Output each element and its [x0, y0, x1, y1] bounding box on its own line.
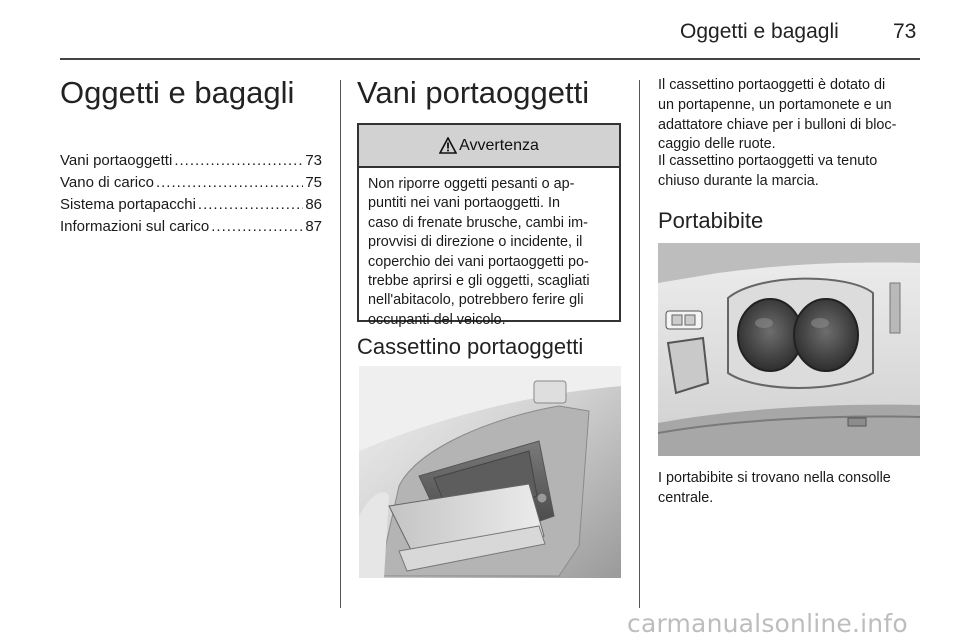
watermark: carmanualsonline.info — [627, 609, 908, 638]
glovebox-features-paragraph — [658, 76, 924, 155]
warning-box — [357, 123, 621, 328]
subsection-title: Portabibite — [658, 208, 764, 233]
cupholder-illustration — [658, 243, 920, 456]
paragraph-line: chiuso durante la marcia. — [658, 172, 819, 189]
warning-triangle-icon — [439, 137, 457, 154]
toc-entry-page: 75 — [305, 174, 322, 191]
toc-entry-label: Informazioni sul carico — [60, 218, 210, 235]
toc-leader-dots — [174, 150, 303, 172]
warning-line: occupanti del veicolo. — [368, 311, 506, 328]
toc-entry-page: 73 — [305, 152, 322, 169]
paragraph-line: caggio delle ruote. — [658, 136, 776, 153]
header-rule — [60, 58, 920, 60]
toc-entry-page: 86 — [305, 196, 322, 213]
page-number: 73 — [893, 20, 917, 43]
glovebox-illustration — [359, 366, 621, 578]
paragraph-line: un portapenne, un portamonete e un — [658, 96, 892, 113]
warning-line: caso di frenate brusche, cambi im- — [368, 214, 588, 231]
toc-leader-dots — [198, 194, 303, 216]
warning-text — [359, 168, 619, 330]
warning-line: provvisi di direzione o incidente, il — [368, 234, 583, 251]
running-header-title: Oggetti e bagagli — [680, 20, 839, 43]
toc-entry[interactable] — [60, 216, 322, 238]
subsection-title: Cassettino portaoggetti — [357, 334, 584, 359]
paragraph-line: I portabibite si trovano nella consolle — [658, 470, 891, 486]
warning-line: nell'abitacolo, potrebbero ferire gli — [368, 292, 584, 309]
paragraph-line: centrale. — [658, 489, 714, 506]
toc-leader-dots — [156, 172, 303, 194]
glovebox-closed-paragraph — [658, 152, 924, 192]
toc-entry[interactable] — [60, 172, 322, 194]
column-divider-1 — [340, 80, 341, 608]
warning-line: puntiti nei vani portaoggetti. In — [368, 195, 561, 212]
warning-line: coperchio dei vani portaoggetti po- — [368, 253, 589, 270]
warning-header — [359, 125, 619, 168]
toc-entry-label: Sistema portapacchi — [60, 196, 196, 213]
toc-entry[interactable] — [60, 150, 322, 172]
paragraph-line: Il cassettino portaoggetti va tenuto — [658, 153, 878, 169]
chapter-title: Oggetti e bagagli — [60, 75, 295, 110]
column-divider-2 — [639, 80, 640, 608]
toc-entry-page: 87 — [305, 218, 322, 235]
toc-entry-label: Vano di carico — [60, 174, 154, 191]
section-title: Vani portaoggetti — [357, 75, 590, 110]
toc-entry[interactable] — [60, 194, 322, 216]
cupholder-paragraph — [658, 469, 924, 509]
toc-leader-dots — [211, 216, 303, 238]
warning-title: Avvertenza — [459, 136, 539, 154]
table-of-contents — [60, 150, 322, 238]
paragraph-line: adattatore chiave per i bulloni di bloc- — [658, 116, 897, 133]
toc-entry-label: Vani portaoggetti — [60, 152, 173, 169]
paragraph-line: Il cassettino portaoggetti è dotato di — [658, 77, 886, 93]
warning-line: trebbe aprirsi e gli oggetti, scagliati — [368, 273, 590, 290]
warning-line: Non riporre oggetti pesanti o ap- — [368, 176, 575, 192]
